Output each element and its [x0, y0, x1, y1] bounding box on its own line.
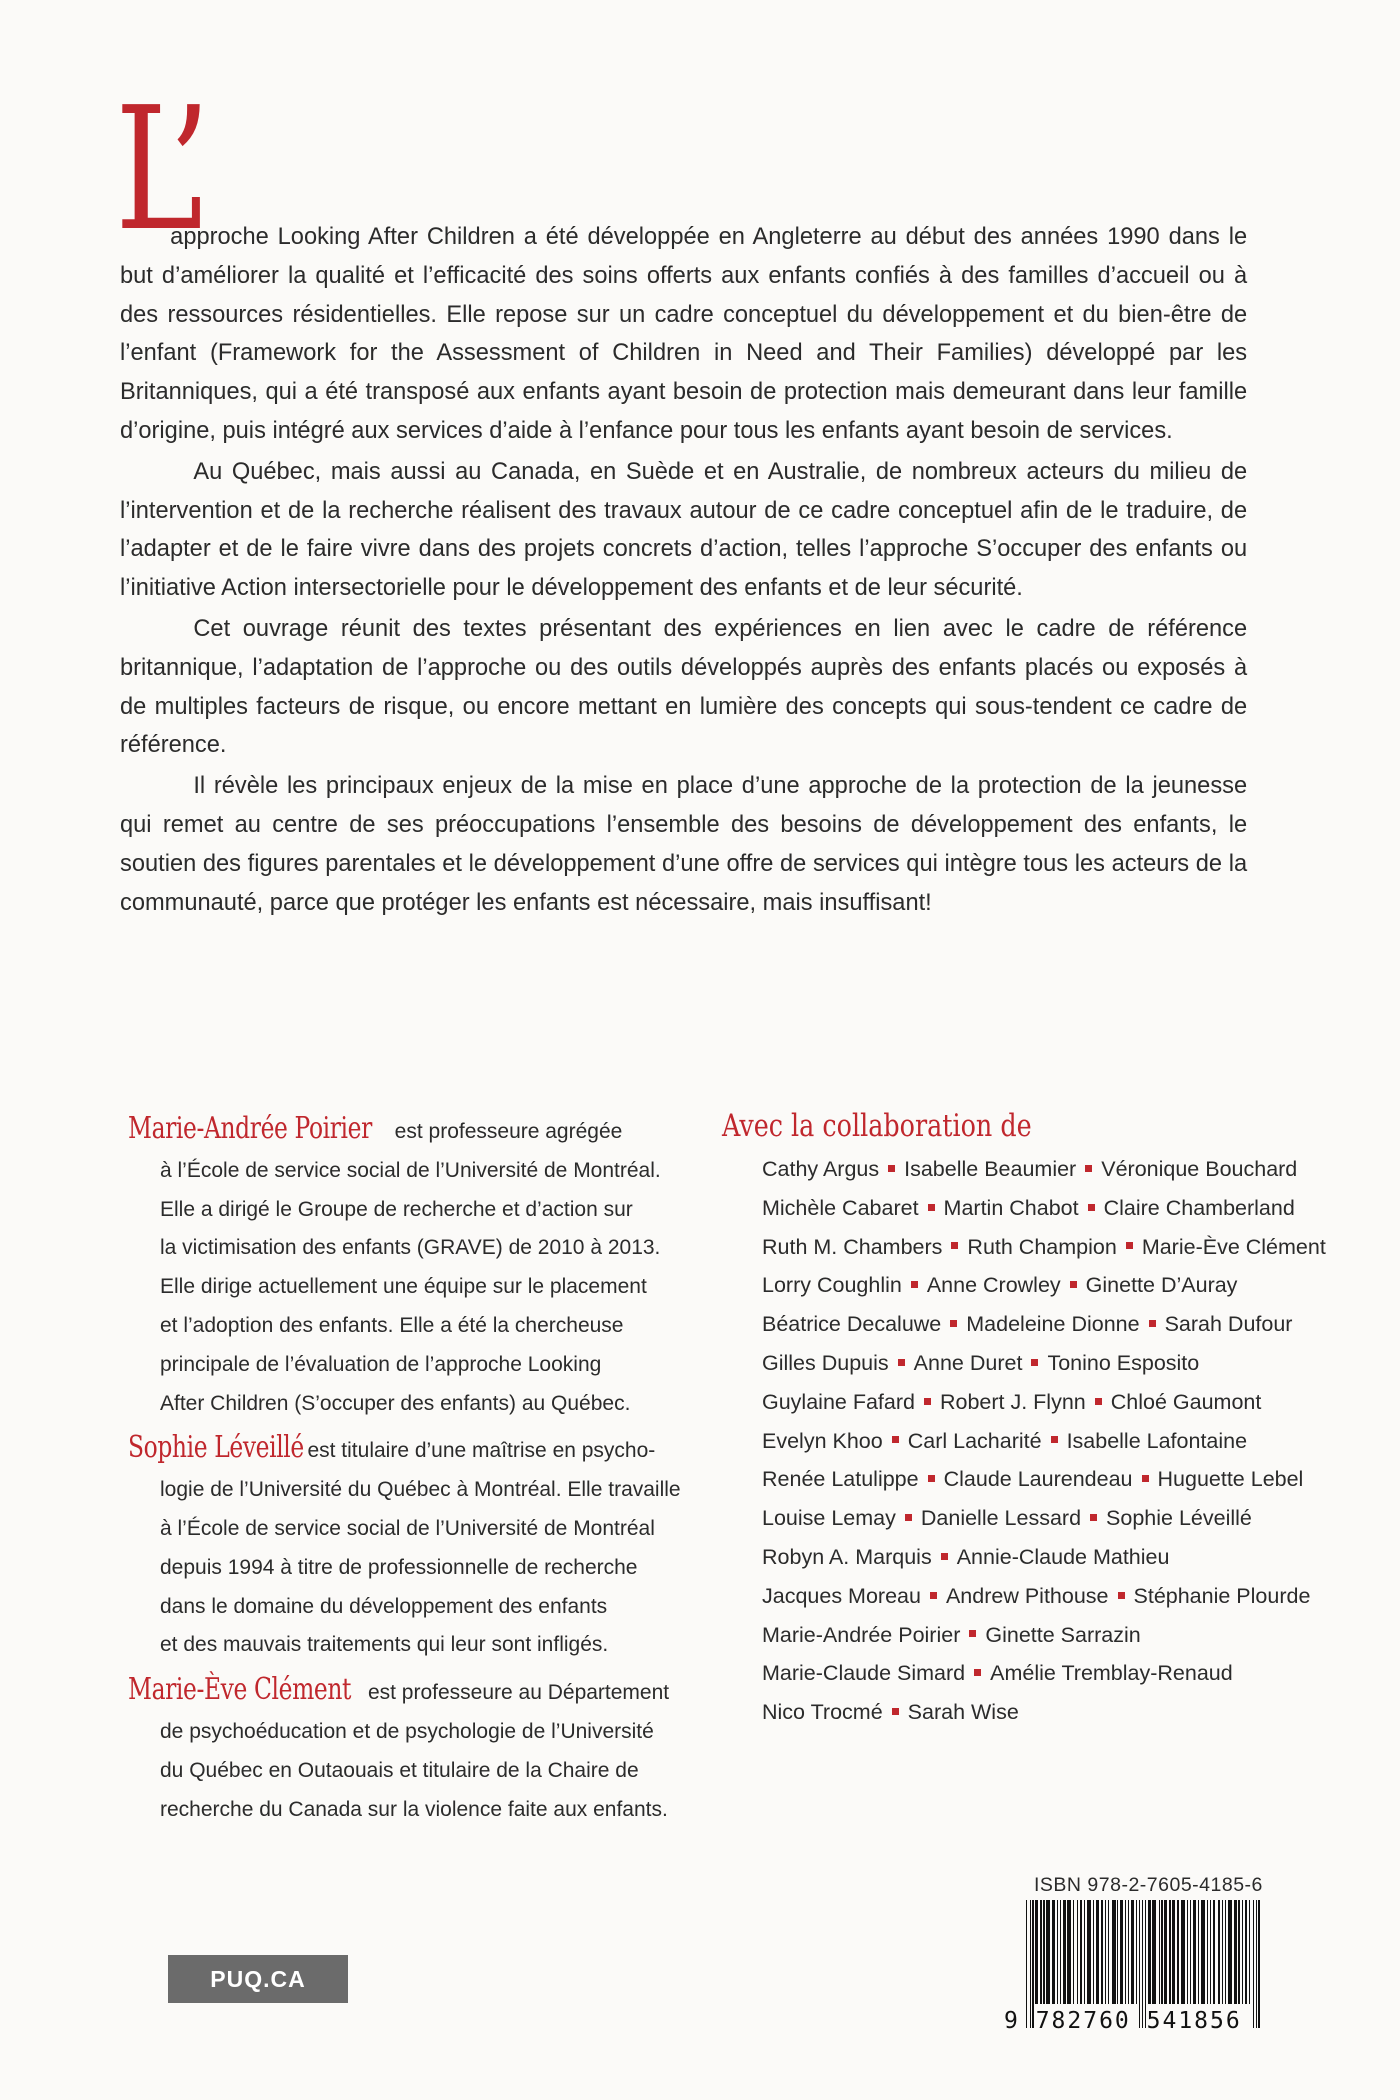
barcode-bar: [1080, 1900, 1083, 2004]
collaborator-row: [762, 1616, 1282, 1655]
collaborator-name: Béatrice Decaluwe: [762, 1312, 942, 1337]
collaborator-name: Cathy Argus: [762, 1157, 880, 1181]
barcode-bar: [1112, 1900, 1116, 2004]
barcode-bar: [1249, 1900, 1250, 2004]
intro-paragraph-2: Au Québec, mais aussi au Canada, en Suède et en Australie, de nombreux acteurs du milieu de l’intervention et de la recherche réalisent des travaux autour de ce cadre conceptuel afin de le traduire, de l’adapter et de le faire vivre dans des projets concrets d’action, telles l’approche S’occuper des enfants ou l’initiative Action intersectorielle pour le développement des enfants et de leur sécurité.: [120, 457, 1248, 602]
barcode-bar: [1084, 1900, 1085, 2004]
collaborator-name: Martin Chabot: [943, 1195, 1079, 1220]
collaborator-name: Louise Lemay: [762, 1506, 896, 1531]
barcode-bar: [1136, 1900, 1137, 2004]
collaborator-row: [762, 1693, 1282, 1732]
barcode-bar: [1131, 1900, 1134, 2004]
barcode-bar: [1096, 1900, 1099, 2004]
barcode-bar: [1060, 1900, 1061, 2004]
collaborator-name: Véronique Bouchard: [1101, 1157, 1298, 1181]
separator-square-icon: [1031, 1359, 1038, 1366]
barcode-bar: [1198, 1900, 1199, 2004]
collaborator-name: Huguette Lebel: [1157, 1467, 1304, 1492]
barcode-bar: [1169, 1900, 1170, 2004]
author-bio: [128, 1110, 688, 1423]
collaborator-name: Guylaine Fafard: [762, 1389, 915, 1414]
barcode-bar: [1087, 1900, 1091, 2004]
barcode-bar: [1159, 1900, 1160, 2004]
collaborator-name: Claude Laurendeau: [943, 1467, 1133, 1492]
barcode: [1004, 1900, 1262, 2040]
barcode-bar: [1108, 1900, 1109, 2004]
collaborator-name: Amélie Tremblay-Renaud: [990, 1661, 1233, 1686]
collaborator-name: Renée Latulippe: [762, 1467, 919, 1492]
collaborator-name: Claire Chamberland: [1103, 1195, 1295, 1220]
barcode-bar: [1063, 1900, 1066, 2004]
barcode-bar: [1193, 1900, 1196, 2004]
collaborator-name: Ginette Sarrazin: [985, 1622, 1141, 1647]
collaboration-section: [722, 1108, 1326, 1732]
collaborator-row: [762, 1305, 1293, 1344]
collaborator-name: Ruth M. Chambers: [762, 1234, 943, 1259]
author-bio-text: à l’École de service social de l’Université de Montréal.: [160, 1158, 661, 1182]
collaborator-name: Anne Duret: [913, 1350, 1023, 1375]
barcode-bar: [1152, 1900, 1156, 2004]
separator-square-icon: [928, 1204, 935, 1211]
separator-square-icon: [911, 1281, 918, 1288]
collaborator-name: Isabelle Lafontaine: [1066, 1428, 1248, 1453]
barcode-bar: [1077, 1900, 1078, 2004]
collaborator-list: [722, 1150, 1326, 1732]
collaborator-name: Stéphanie Plourde: [1133, 1583, 1311, 1608]
author-bio-text: et l’adoption des enfants. Elle a été la chercheuse: [160, 1313, 624, 1337]
collaborator-row: [762, 1422, 1282, 1461]
barcode-bar: [1245, 1900, 1248, 2004]
collaboration-title: Avec la collaboration de: [722, 1108, 1032, 1144]
author-name: Marie-Ève Clément: [128, 1672, 352, 1708]
separator-square-icon: [1090, 1514, 1097, 1521]
collaborator-name: Carl Lacharité: [907, 1428, 1042, 1453]
collaborator-name: Marie-Andrée Poirier: [762, 1622, 961, 1647]
barcode-bar: [1120, 1900, 1123, 2004]
author-bio-text: After Children (S’occuper des enfants) au Québec.: [160, 1391, 631, 1415]
collaborator-name: Robyn A. Marquis: [762, 1544, 932, 1569]
author-bio-text: Elle dirige actuellement une équipe sur le placement: [160, 1275, 647, 1299]
intro-paragraph-4: Il révèle les principaux enjeux de la mise en place d’une approche de la protection de la jeunesse qui remet au centre de ses préoccupations l’ensemble des besoins de développement des enfants, le soutien des figures parentales et le développement d’une offre de services qui intègre tous les acteurs de la communauté, parce que protéger les enfants est nécessaire, mais insuffisant!: [120, 772, 1248, 916]
barcode-bar: [1043, 1900, 1044, 2004]
collaborator-name: Madeleine Dionne: [966, 1312, 1140, 1337]
separator-square-icon: [974, 1669, 981, 1676]
barcode-bar: [1228, 1900, 1232, 2004]
barcode-bar: [1117, 1900, 1118, 2004]
separator-square-icon: [1070, 1281, 1077, 1288]
intro-paragraph-1: approche Looking After Children a été développée en Angleterre au début des années 1990 dans le but d’améliorer la qualité et l’efficacité des soins offerts aux enfants confiés à des familles d’accueil ou à des ressources résidentielles. Elle repose sur un cadre conceptuel du développement et du bien-être de l’enfant (Framework for the Assessment of Children in Need and Their Families) développé par les Britanniques, qui a été transposé aux enfants ayant besoin de protection mais demeurant dans leur famille d’origine, puis intégré aux services d’aide à l’enfance pour tous les enfants ayant besoin de services.: [120, 223, 1248, 444]
barcode-bar: [1218, 1900, 1221, 2004]
collaborator-name: Robert J. Flynn: [939, 1389, 1086, 1414]
barcode-bar: [1201, 1900, 1205, 2004]
separator-square-icon: [1095, 1398, 1102, 1405]
collaborator-name: Sophie Léveillé: [1106, 1506, 1252, 1531]
barcode-bar: [1213, 1900, 1216, 2004]
drop-cap: L’: [115, 71, 208, 269]
author-bio-text: dans le domaine du développement des enfants: [160, 1594, 608, 1618]
collaborator-name: Evelyn Khoo: [762, 1428, 883, 1453]
barcode-bar: [1161, 1900, 1162, 2004]
collaborator-name: Isabelle Beaumier: [904, 1157, 1077, 1181]
collaborator-row: [762, 1344, 1282, 1383]
separator-square-icon: [950, 1320, 957, 1327]
collaborator-name: Michèle Cabaret: [762, 1195, 919, 1220]
collaborator-row: [762, 1460, 1304, 1499]
separator-square-icon: [951, 1242, 958, 1249]
barcode-bar: [1128, 1900, 1129, 2004]
barcode-bar: [1177, 1900, 1180, 2004]
barcode-bar: [1256, 1900, 1257, 2028]
collaborator-name: Annie-Claude Mathieu: [956, 1544, 1170, 1569]
collaborator-row: [762, 1577, 1311, 1616]
barcode-bar: [1046, 1900, 1050, 2004]
barcode-digits: 9 782760 541856: [1004, 2008, 1242, 2034]
separator-square-icon: [930, 1592, 937, 1599]
author-bio-text: est titulaire d’une maîtrise en psycho-: [307, 1439, 656, 1463]
author-bio-text: depuis 1994 à titre de professionnelle de recherche: [160, 1555, 638, 1579]
author-bio-text: est professeure agrégée: [394, 1120, 623, 1143]
barcode-bar: [1093, 1900, 1094, 2004]
author-bio-first-line: [128, 1429, 688, 1471]
collaborator-row: [762, 1266, 1282, 1305]
barcode-bar: [1105, 1900, 1106, 2004]
author-bio-text: du Québec en Outaouais et titulaire de la Chaire de: [160, 1758, 639, 1782]
collaborator-name: Marie-Ève Clément: [1141, 1234, 1326, 1259]
collaborator-name: Jacques Moreau: [762, 1583, 921, 1608]
separator-square-icon: [905, 1514, 912, 1521]
separator-square-icon: [1118, 1592, 1125, 1599]
author-bio-text: Elle a dirigé le Groupe de recherche et d’action sur: [160, 1197, 633, 1221]
separator-square-icon: [1088, 1204, 1095, 1211]
separator-square-icon: [892, 1436, 899, 1443]
author-bio-first-line: [128, 1110, 688, 1152]
barcode-bar: [1253, 1900, 1254, 2028]
collaborator-name: Nico Trocmé: [762, 1700, 883, 1725]
barcode-bar: [1190, 1900, 1191, 2004]
collaborator-name: Ruth Champion: [967, 1234, 1117, 1259]
barcode-bar: [1181, 1900, 1185, 2004]
barcode-bar: [1148, 1900, 1151, 2004]
collaborator-row: [762, 1654, 1282, 1693]
barcode-bar: [1040, 1900, 1041, 2004]
collaborator-row: [762, 1189, 1295, 1228]
separator-square-icon: [898, 1359, 905, 1366]
author-bios: [128, 1110, 688, 1835]
collaborator-name: Andrew Pithouse: [945, 1583, 1109, 1608]
collaborator-row: [762, 1228, 1326, 1267]
intro-paragraph-3: Cet ouvrage réunit des textes présentant des expériences en lien avec le cadre de référence britannique, l’adaptation de l’approche ou des outils développés auprès des enfants placés ou exposés à de multiples facteurs de risque, ou encore mettant en lumière des concepts qui sous-tendent ce cadre de référence.: [120, 614, 1248, 759]
collaborator-name: Anne Crowley: [926, 1273, 1061, 1298]
author-bio-text: la victimisation des enfants (GRAVE) de 2010 à 2013.: [160, 1236, 661, 1260]
collaborator-row: [762, 1538, 1282, 1577]
author-name: Sophie Léveillé: [128, 1430, 304, 1466]
separator-square-icon: [1051, 1436, 1058, 1443]
separator-square-icon: [888, 1165, 895, 1172]
author-bio: [128, 1429, 688, 1665]
separator-square-icon: [892, 1708, 899, 1715]
author-bio-text: recherche du Canada sur la violence faite aux enfants.: [160, 1797, 668, 1821]
separator-square-icon: [941, 1553, 948, 1560]
barcode-bar: [1073, 1900, 1074, 2004]
barcode-bar: [1242, 1900, 1243, 2004]
author-name: Marie-Andrée Poirier: [128, 1111, 372, 1146]
collaborator-name: Danielle Lessard: [920, 1506, 1082, 1531]
barcode-bar: [1207, 1900, 1208, 2004]
barcode-bar: [1035, 1900, 1038, 2004]
isbn-label: ISBN 978-2-7605-4185-6: [1034, 1874, 1263, 1896]
separator-square-icon: [1142, 1475, 1149, 1482]
collaborator-name: Sarah Dufour: [1164, 1312, 1293, 1337]
barcode-bar: [1258, 1900, 1259, 2028]
author-bio-text: de psychoéducation et de psychologie de l’Université: [160, 1719, 654, 1743]
author-bio-text: principale de l’évaluation de l’approche Looking: [160, 1352, 602, 1376]
barcode-bar: [1210, 1900, 1211, 2004]
barcode-bar: [1101, 1900, 1104, 2004]
collaborator-name: Gilles Dupuis: [762, 1350, 889, 1375]
collaborator-row: [762, 1150, 1298, 1189]
barcode-bar: [1052, 1900, 1055, 2004]
collaborator-name: Sarah Wise: [907, 1700, 1019, 1725]
separator-square-icon: [1085, 1165, 1092, 1172]
barcode-bar: [1164, 1900, 1167, 2004]
author-bio: [128, 1671, 688, 1829]
collaborator-name: Marie-Claude Simard: [762, 1661, 966, 1686]
barcode-bar: [1225, 1900, 1226, 2004]
separator-square-icon: [969, 1630, 976, 1637]
barcode-bar: [1222, 1900, 1223, 2004]
barcode-bar: [1125, 1900, 1126, 2004]
separator-square-icon: [924, 1398, 931, 1405]
barcode-bar: [1187, 1900, 1188, 2004]
intro-text: [120, 218, 1247, 922]
collaborator-row: [762, 1383, 1282, 1422]
separator-square-icon: [1126, 1242, 1133, 1249]
barcode-bar: [1067, 1900, 1071, 2004]
barcode-bar: [1234, 1900, 1237, 2004]
collaborator-name: Chloé Gaumont: [1110, 1389, 1262, 1414]
author-bio-first-line: [128, 1671, 688, 1713]
separator-square-icon: [928, 1475, 935, 1482]
collaborator-name: Tonino Esposito: [1047, 1350, 1200, 1375]
author-bio-text: est professeure au Département: [367, 1681, 670, 1705]
barcode-bar: [1172, 1900, 1175, 2004]
author-bio-text: logie de l’Université du Québec à Montréal. Elle travaille: [160, 1478, 681, 1502]
barcode-bar: [1057, 1900, 1058, 2004]
collaborator-name: Lorry Coughlin: [762, 1273, 902, 1298]
author-bio-text: et des mauvais traitements qui leur sont infligés.: [160, 1633, 609, 1657]
publisher-badge: PUQ.CA: [168, 1955, 348, 2003]
collaborator-row: [762, 1499, 1282, 1538]
barcode-bar: [1238, 1900, 1239, 2004]
author-bio-text: à l’École de service social de l’Université de Montréal: [160, 1516, 655, 1540]
separator-square-icon: [1149, 1320, 1156, 1327]
collaborator-name: Ginette D’Auray: [1085, 1273, 1238, 1298]
